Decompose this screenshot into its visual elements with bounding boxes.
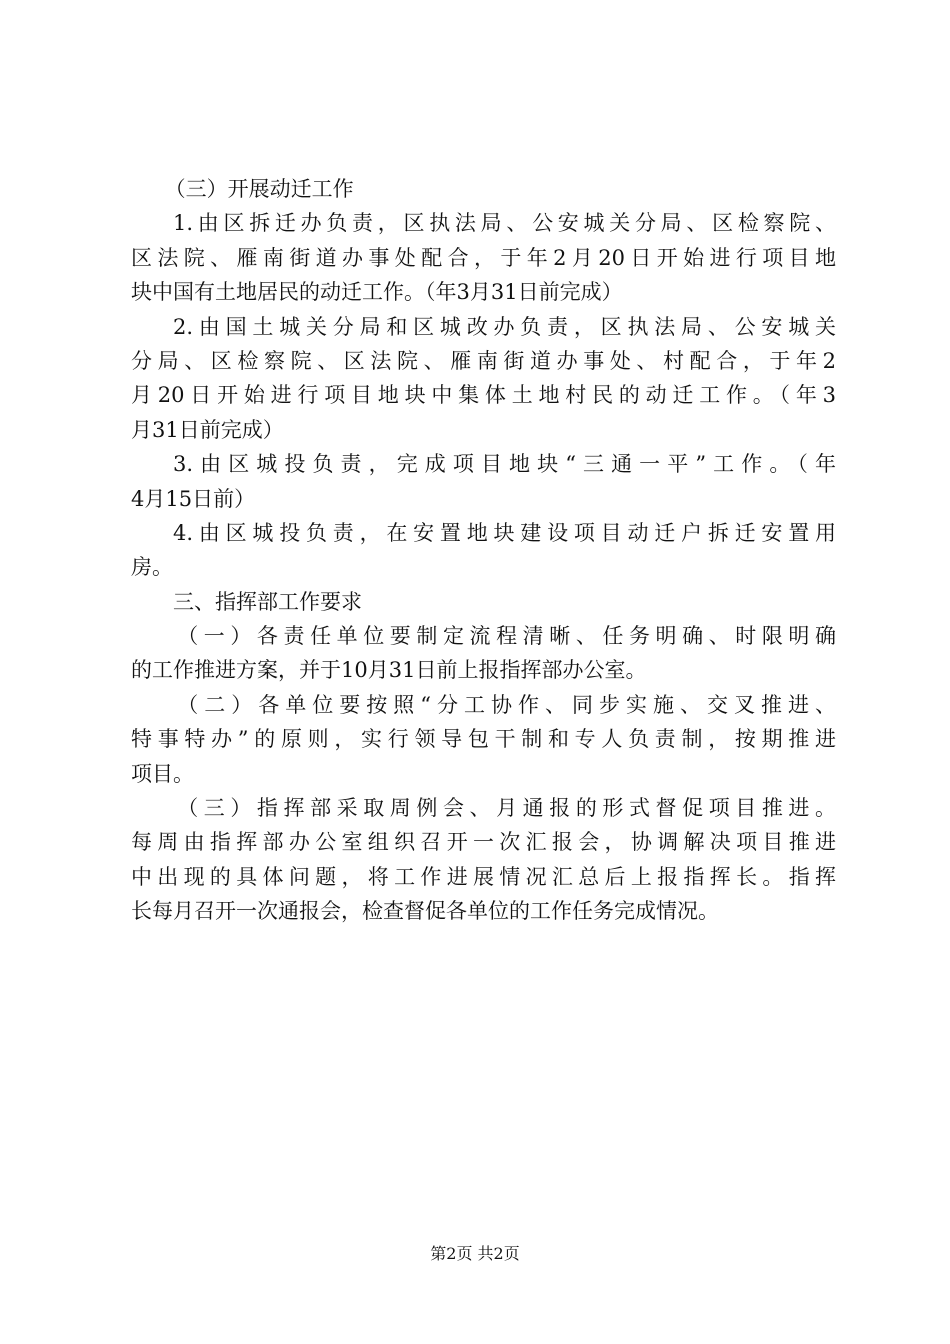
text-line: 2.由国土城关分局和区城改办负责，区执法局、公安城关 (173, 314, 836, 339)
text-line: 月20日开始进行项目地块中集体土地村民的动迁工作。（年3 (131, 383, 836, 408)
text-line: （一）各责任单位要制定流程清晰、任务明确、时限明确 (177, 624, 836, 649)
text-line: 区法院、雁南街道办事处配合，于年2月20日开始进行项目地 (131, 245, 836, 270)
text-line: 长每月召开一次通报会，检查督促各单位的工作任务完成情况。 (131, 899, 719, 924)
text-line: 4.由区城投负责，在安置地块建设项目动迁户拆迁安置用 (173, 520, 836, 545)
document-body (131, 172, 836, 929)
text-line: 中出现的具体问题，将工作进展情况汇总后上报指挥长。指挥 (131, 864, 836, 889)
text-line: 房。 (131, 555, 173, 580)
text-line: 月31日前完成） (131, 417, 284, 442)
text-line: 1.由区拆迁办负责，区执法局、公安城关分局、区检察院、 (173, 211, 836, 236)
text-line: （三）指挥部采取周例会、月通报的形式督促项目推进。 (177, 796, 836, 821)
text-line: （三）开展动迁工作 (164, 177, 354, 201)
text-line: 块中国有土地居民的动迁工作。（年3月31日前完成） (131, 280, 623, 305)
text-line: 的工作推进方案，并于10月31日前上报指挥部办公室。 (131, 658, 647, 683)
text-line: 三、指挥部工作要求 (173, 589, 362, 614)
text-line: （二）各单位要按照“分工协作、同步实施、交叉推进、 (177, 692, 836, 717)
page-footer: 第2页 共2页 (430, 1244, 520, 1263)
text-line: 4月15日前） (131, 486, 256, 511)
text-line: 分局、区检察院、区法院、雁南街道办事处、村配合，于年2 (131, 348, 836, 373)
text-line: 每周由指挥部办公室组织召开一次汇报会，协调解决项目推进 (131, 830, 836, 855)
text-line: 项目。 (131, 761, 194, 786)
text-line: 特事特办”的原则，实行领导包干制和专人负责制，按期推进 (131, 727, 836, 752)
text-line: 3.由区城投负责，完成项目地块“三通一平”工作。（年 (173, 452, 836, 477)
